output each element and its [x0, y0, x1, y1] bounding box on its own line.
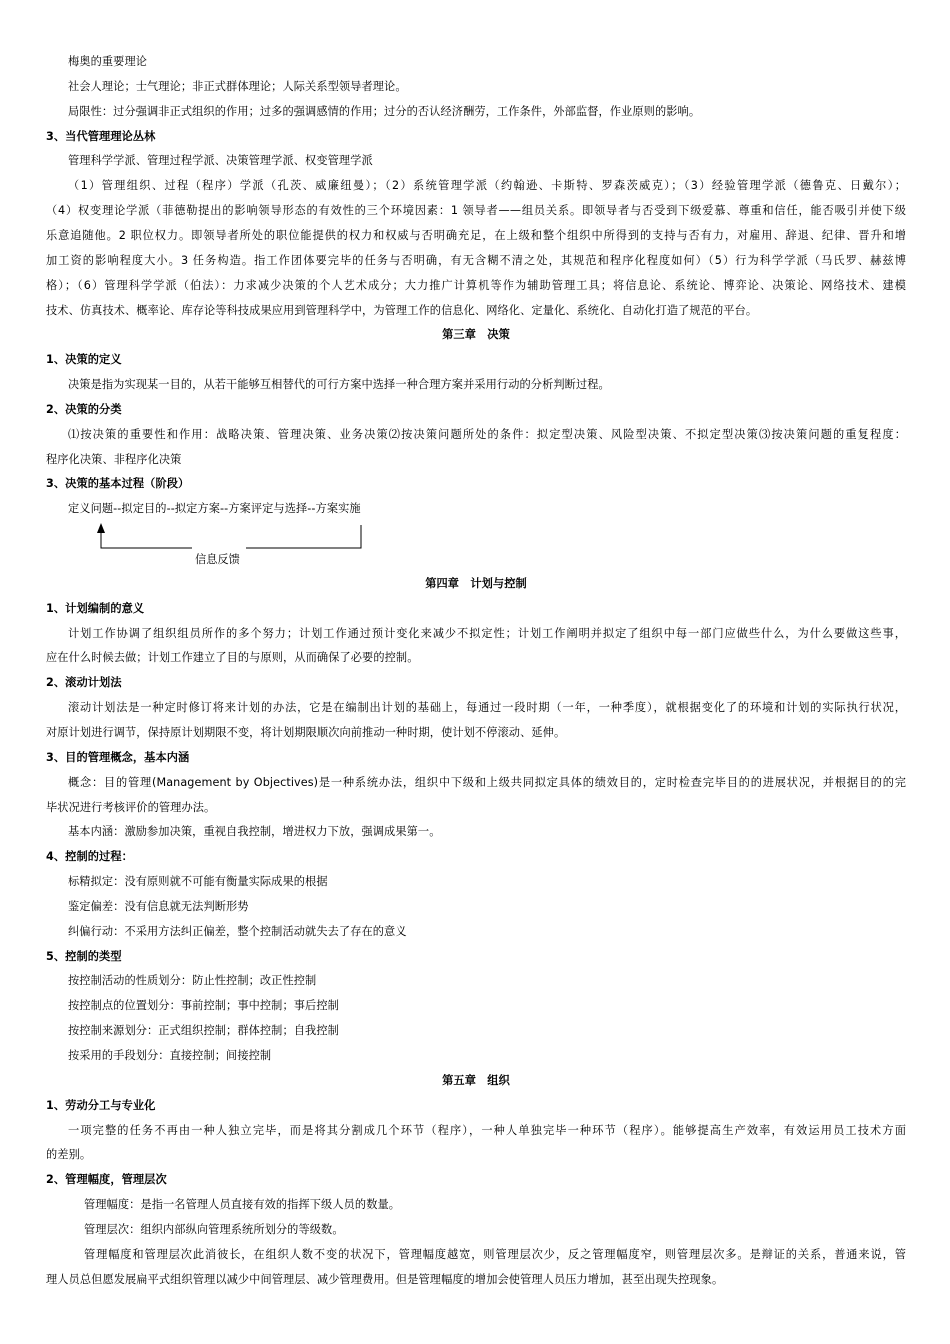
- feedback-label: 信息反馈: [195, 553, 240, 566]
- section-heading: 第五章 组织: [442, 1073, 510, 1087]
- section-heading: 2、决策的分类: [46, 402, 122, 416]
- section-heading: 乐意追随他。2 职位权力。即领导者所处的职位能提供的权力和权威与否明确充足，在上级和整个组织中所得到的支持与否有力，对雇用、辞退、纪律、晋升和增: [46, 228, 906, 242]
- section-heading: 2、管理幅度，管理层次: [46, 1173, 167, 1187]
- section-heading: 4、控制的过程：: [46, 850, 133, 864]
- text-line: 技术、仿真技术、概率论、库存论等科技成果应用到管理科学中，为管理工作的信息化、网络化、定量化、系统化、自动化打造了规范的平台。: [46, 303, 758, 317]
- text-line: 管理幅度和管理层次此消彼长，在组织人数不变的状况下，管理幅度越宽，则管理层次少，反之管理幅度窄，则管理层次多。是辩证的关系，普通来说，管: [84, 1247, 906, 1261]
- text-line: 按控制点的位置划分：事前控制；事中控制；事后控制: [68, 999, 339, 1013]
- section-heading: 第三章 决策: [442, 328, 510, 342]
- text-line: 社会人理论；士气理论；非正式群体理论；人际关系型领导者理论。: [68, 79, 407, 93]
- text-line: 应在什么时候去做；计划工作建立了目的与原则，从而确保了必要的控制。: [46, 651, 419, 665]
- text-line: 滚动计划法是一种定时修订将来计划的办法，它是在编制出计划的基础上，每通过一段时期（一年，一种季度），就根据变化了的环境和计划的实际执行状况，: [68, 701, 906, 715]
- section-heading: 1、劳动分工与专业化: [46, 1098, 156, 1112]
- text-line: 计划工作协调了组织组员所作的多个努力；计划工作通过预计变化来减少不拟定性；计划工作阐明并拟定了组织中每一部门应做些什么，为什么要做这些事，: [68, 626, 906, 640]
- text-line: 按控制活动的性质划分：防止性控制；改正性控制: [68, 974, 317, 988]
- text-line: 程序化决策、非程序化决策: [46, 452, 182, 466]
- text-line: 局限性：过分强调非正式组织的作用；过多的强调感情的作用；过分的否认经济酬劳，工作条件，外部监督，作业原则的影响。: [68, 104, 701, 118]
- text-line: （1）管理组织、过程（程序）学派（孔茨、威廉纽曼）；（2）系统管理学派（约翰逊、卡斯特、罗森茨威克）；（3）经验管理学派（德鲁克、日戴尔）；: [68, 179, 906, 193]
- section-heading: 1、计划编制的意义: [46, 601, 145, 615]
- text-line: 基本内涵：激励参加决策，重视自我控制，增进权力下放，强调成果第一。: [68, 825, 441, 839]
- section-heading: 3、目的管理概念，基本内涵: [46, 750, 190, 764]
- text-line: 对原计划进行调节，保持原计划期限不变，将计划期限顺次向前推动一种时期，使计划不停滚动、延伸。: [46, 725, 566, 739]
- text-line: 的差别。: [46, 1148, 92, 1162]
- text-line: ⑴按决策的重要性和作用：战略决策、管理决策、业务决策⑵按决策问题所处的条件：拟定型决策、风险型决策、不拟定型决策⑶按决策问题的重复程度：: [68, 427, 906, 441]
- text-line: 定义问题--拟定目的--拟定方案--方案评定与选择--方案实施: [68, 502, 361, 516]
- section-heading: 3、当代管理理论丛林: [46, 129, 156, 143]
- text-line: 按控制来源划分：正式组织控制；群体控制；自我控制: [68, 1024, 339, 1038]
- section-heading: 格）；（6）管理科学学派（伯法）：力求减少决策的个人艺术成分；大力推广计算机等作为辅助管理工具；将信息论、系统论、博弈论、决策论、网络技术、建模: [46, 278, 906, 292]
- text-line: 毕状况进行考核评价的管理办法。: [46, 800, 216, 814]
- section-heading: 第四章 计划与控制: [425, 576, 527, 590]
- text-line: 管理层次：组织内部纵向管理系统所划分的等级数。: [84, 1222, 344, 1236]
- text-line: 梅奥的重要理论: [68, 55, 148, 68]
- text-line: 标精拟定：没有原则就不可能有衡量实际成果的根据: [68, 875, 328, 889]
- section-heading: 5、控制的类型: [46, 949, 122, 963]
- text-line: 按采用的手段划分：直接控制；间接控制: [68, 1049, 272, 1062]
- section-heading: 2、滚动计划法: [46, 676, 122, 690]
- text-line: 纠偏行动：不采用方法纠正偏差，整个控制活动就失去了存在的意义: [68, 924, 407, 938]
- section-heading: （4）权变理论学派（菲德勒提出的影响领导形态的有效性的三个环境因素：1 领导者——组员关系。即领导者与否受到下级爱慕、尊重和信任，能否吸引并使下级: [46, 204, 906, 218]
- text-line: 理人员总但愿发展扁平式组织管理以减少中间管理层、减少管理费用。但是管理幅度的增加会使管理人员压力增加，甚至出现失控现象。: [46, 1272, 724, 1286]
- section-heading: 3、决策的基本过程（阶段）: [46, 477, 190, 491]
- text-line: 概念：目的管理(Management by Objectives)是一种系统办法，组织中下级和上级共同拟定具体的绩效目的，定时检查完毕目的的进展状况，并根据目的的完: [68, 775, 906, 789]
- section-heading: 1、决策的定义: [46, 353, 122, 367]
- section-heading: 加工资的影响程度大小。3 任务构造。指工作团体要完毕的任务与否明确，有无含糊不清之处，其规范和程序化程度如何）（5）行为科学学派（马氏罗、赫兹博: [46, 253, 906, 267]
- text-line: 决策是指为实现某一目的，从若干能够互相替代的可行方案中选择一种合理方案并采用行动的分析判断过程。: [68, 378, 610, 392]
- text-line: 鉴定偏差：没有信息就无法判断形势: [68, 899, 249, 913]
- text-line: 一项完整的任务不再由一种人独立完毕，而是将其分割成几个环节（程序），一种人单独完毕一种环节（程序）。能够提高生产效率，有效运用员工技术方面: [68, 1123, 906, 1137]
- text-line: 管理科学学派、管理过程学派、决策管理学派、权变管理学派: [68, 154, 373, 168]
- text-line: 管理幅度：是指一名管理人员直接有效的指挥下级人员的数量。: [84, 1198, 401, 1212]
